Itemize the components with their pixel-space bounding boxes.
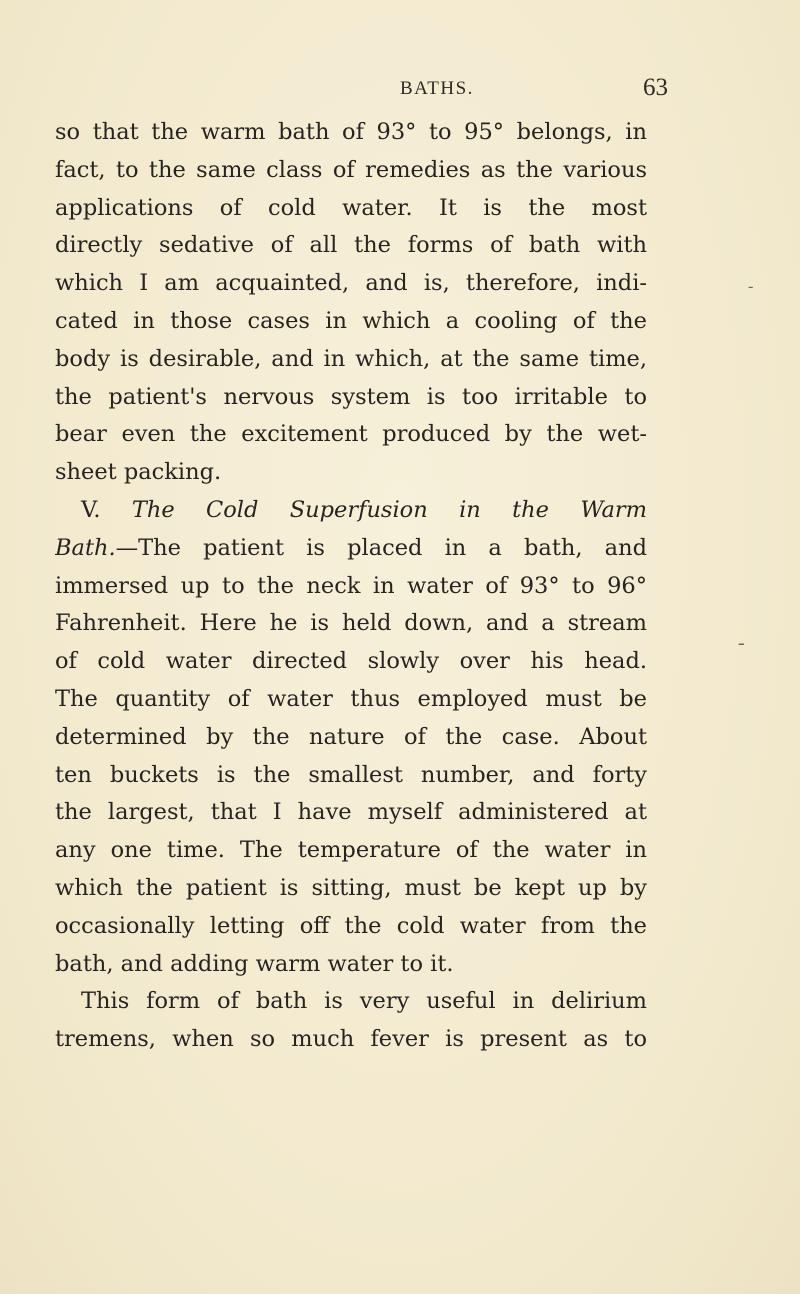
text-line: which the patient is sitting, must be kept up by bbox=[55, 874, 647, 901]
text-line: directly sedative of all the forms of bath with bbox=[55, 232, 647, 259]
section-heading-line bbox=[55, 492, 647, 530]
text-line: the patient's nervous system is too irritable to bbox=[55, 383, 647, 410]
text-line: occasionally letting off the cold water from the bbox=[55, 912, 647, 939]
text-line: immersed up to the neck in water of 93° to 96° bbox=[55, 572, 647, 599]
text-line: applications of cold water. It is the most bbox=[55, 194, 647, 221]
text-line: bath, and adding warm water to it. bbox=[55, 950, 454, 977]
section-text-start: —The patient is placed in a bath, and bbox=[115, 534, 647, 561]
running-head: BATHS. bbox=[400, 78, 474, 99]
page-header bbox=[60, 76, 760, 106]
text-line: cated in those cases in which a cooling of the bbox=[55, 307, 647, 334]
text-line: The quantity of water thus employed must be bbox=[55, 685, 647, 712]
text-line: so that the warm bath of 93° to 95° belongs, in bbox=[55, 119, 647, 145]
text-line: body is desirable, and in which, at the same time, bbox=[55, 345, 647, 372]
section-title-part1: The Cold Superfusion in the Warm bbox=[131, 496, 647, 523]
text-line: bear even the excitement produced by the wet- bbox=[55, 421, 647, 448]
text-line: any one time. The temperature of the water in bbox=[55, 837, 647, 864]
body-text bbox=[55, 114, 647, 1059]
text-line: This form of bath is very useful in delirium bbox=[81, 988, 647, 1015]
section-heading-line-2 bbox=[55, 530, 647, 568]
section-numeral: V. bbox=[81, 496, 101, 523]
text-line: ten buckets is the smallest number, and forty bbox=[55, 761, 647, 788]
margin-mark: - bbox=[738, 632, 745, 654]
text-line: Fahrenheit. Here he is held down, and a stream bbox=[55, 610, 647, 637]
page-number: 63 bbox=[643, 74, 668, 101]
text-line: sheet packing. bbox=[55, 459, 222, 486]
text-line: fact, to the same class of remedies as the various bbox=[55, 156, 647, 183]
margin-mark: - bbox=[748, 278, 754, 295]
text-line: which I am acquainted, and is, therefore, indi- bbox=[55, 270, 647, 297]
text-line: the largest, that I have myself administered at bbox=[55, 799, 647, 826]
text-line: tremens, when so much fever is present as to bbox=[55, 1026, 647, 1053]
section-title-part2: Bath. bbox=[55, 534, 116, 561]
text-line: of cold water directed slowly over his head. bbox=[55, 648, 647, 675]
text-line: determined by the nature of the case. About bbox=[55, 723, 647, 750]
